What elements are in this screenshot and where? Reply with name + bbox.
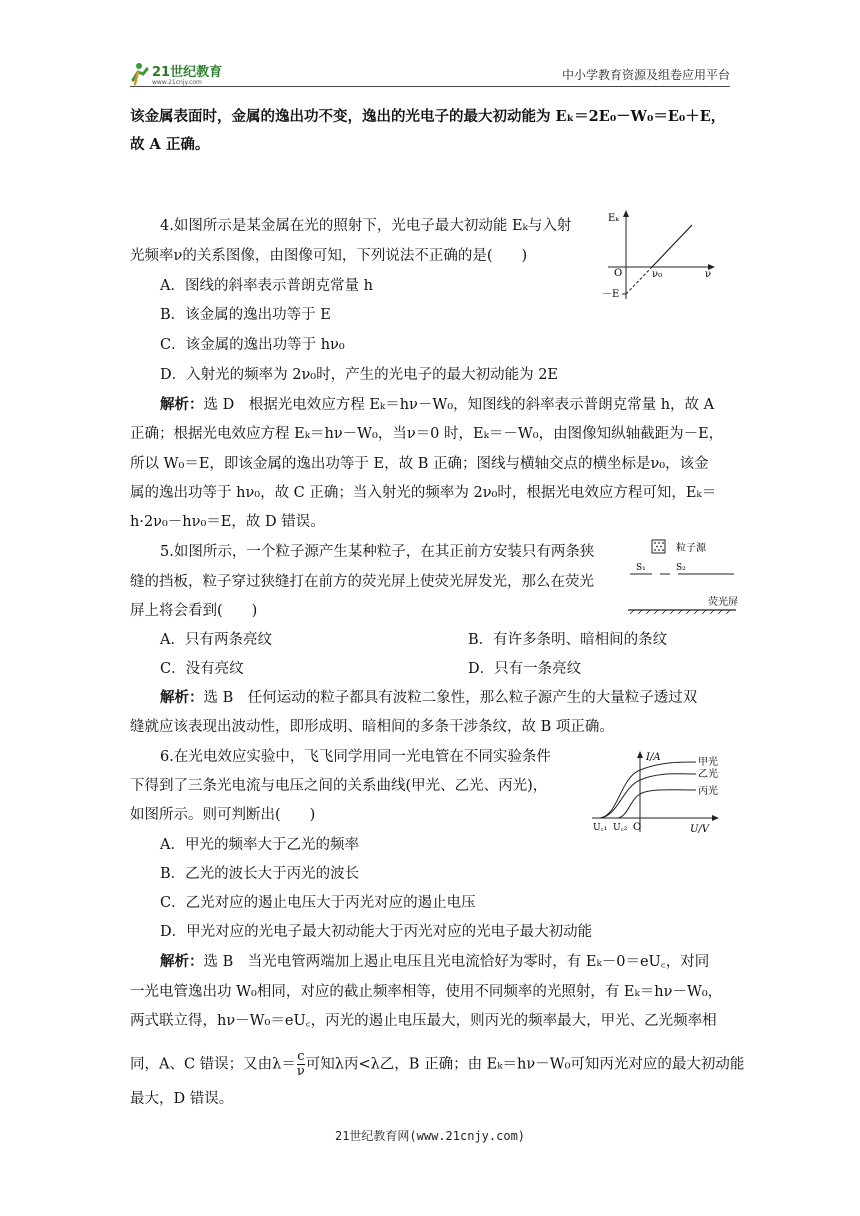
fig5-s1: S₁ (636, 563, 646, 573)
q4-answer-text-1: 选 D 根据光电效应方程 Eₖ＝hν－W₀，知图线的斜率表示普朗克常量 h，故 A (203, 397, 715, 413)
answer-label: 解析： (160, 953, 204, 970)
q6-option-b: B．乙光的波长大于丙光的波长 (160, 866, 360, 882)
q6-stem-3: 如图所示。则可判断出( ) (130, 807, 316, 823)
answer-label: 解析： (160, 396, 204, 413)
fig5-screen-label: 荧光屏 (708, 597, 738, 608)
q4-stem-2: 光频率ν的关系图像，由图像可知，下列说法不正确的是( ) (130, 248, 528, 264)
q6-stem-1: 6.在光电效应实验中，飞飞同学用同一光电管在不同实验条件 (160, 749, 551, 765)
ek-line (652, 225, 692, 267)
q6-answer-text-1: 选 B 当光电管两端加上遏止电压且光电流恰好为零时，有 Eₖ－0＝eU꜀，对同 (203, 954, 710, 970)
header-rule (130, 86, 730, 87)
site-name: 中小学教育资源及组卷应用平台 (561, 68, 730, 82)
logo-runner-icon (130, 60, 222, 86)
q5-option-c: C．没有亮纹 (160, 661, 244, 677)
x-axis-arrow-icon (712, 815, 719, 821)
q5-double-slit-figure (622, 534, 742, 614)
q4-stem-1: 4.如图所示是某金属在光的照射下，光电子最大初动能 Eₖ与入射 (160, 218, 572, 234)
page-footer: 21世纪教育网(www.21cnjy.com) (334, 1129, 526, 1143)
logo-text: 21世纪教育 (152, 65, 222, 80)
intro-line-2: 故 A 正确。 (130, 136, 210, 153)
ek-extension (626, 267, 652, 294)
q5-option-a: A．只有两条亮纹 (160, 632, 272, 648)
fig6-uc1: U꜀₁ (593, 823, 608, 833)
q4-answer-3: 所以 W₀＝E，即该金属的逸出功等于 E，故 B 正确；图线与横轴交点的横坐标是ν₀，该金 (130, 456, 709, 472)
fig4-xlabel: ν (705, 269, 712, 280)
q4-answer-1 (160, 395, 714, 415)
intro-line-1: 该金属表面时，金属的逸出功不变，逸出的光电子的最大初动能为 Eₖ＝2E₀－W₀＝E₀＋E， (130, 108, 726, 125)
particle-source-box (652, 540, 665, 553)
q5-option-b: B．有许多条明、暗相间的条纹 (468, 632, 668, 648)
q6-option-d: D．甲光对应的光电子最大初动能大于丙光对应的光电子最大初动能 (160, 924, 593, 940)
q4-option-d: D．入射光的频率为 2ν₀时，产生的光电子的最大初动能为 2E (160, 367, 559, 383)
y-axis-arrow-icon (623, 210, 629, 217)
fig4-xtick: ν₀ (652, 269, 663, 280)
q6-iv-curves-graph (588, 748, 726, 838)
q6-option-c: C．乙光对应的遏止电压大于丙光对应的遏止电压 (160, 895, 476, 911)
q6-answer-4b: 可知λ丙<λ乙，B 正确；由 Eₖ＝hν－W₀可知丙光对应的最大初动能 (305, 1056, 745, 1073)
q5-stem-2: 缝的挡板，粒子穿过狭缝打在前方的荧光屏上使荧光屏发光，那么在荧光 (130, 574, 594, 590)
fig6-origin: O (633, 822, 642, 833)
q6-answer-2: 一光电管逸出功 W₀相同，对应的截止频率相等，使用不同频率的光照射，有 Eₖ＝hν－W₀， (130, 984, 723, 1000)
q6-answer-3: 两式联立得，hν－W₀＝eU꜀，丙光的遏止电压最大，则丙光的频率最大，甲光、乙光频率相 (130, 1013, 717, 1029)
answer-label: 解析： (160, 689, 204, 706)
fig5-source-label: 粒子源 (676, 543, 706, 554)
q6-answer-5: 最大，D 错误。 (130, 1091, 234, 1107)
q4-answer-5: h·2ν₀－hν₀＝E，故 D 错误。 (130, 514, 325, 530)
fig6-uc2: U꜀₂ (613, 823, 628, 833)
lambda-fraction (297, 1050, 305, 1079)
fig6-curve-jia-label: 甲光 (698, 757, 718, 768)
q5-stem-3: 屏上将会看到( ) (130, 603, 258, 619)
q4-option-a: A．图线的斜率表示普朗克常量 h (160, 278, 373, 294)
q5-option-d: D．只有一条亮纹 (468, 661, 582, 677)
y-axis-arrow-icon (637, 751, 643, 758)
q6-answer-1 (160, 952, 709, 972)
fig6-curve-yi-label: 乙光 (698, 769, 718, 780)
q4-ek-nu-graph (600, 207, 720, 307)
curve-yi (600, 774, 696, 818)
q5-answer-1 (160, 688, 697, 708)
fig4-yneg: －E (602, 289, 620, 300)
logo-subtext: www.21cnjy.com (152, 79, 202, 86)
q4-answer-4: 属的逸出功等于 hν₀，故 C 正确；当入射光的频率为 2ν₀时，根据光电效应方程可知，Eₖ＝ (130, 485, 717, 501)
fig5-s2: S₂ (676, 563, 686, 573)
q4-option-b: B．该金属的逸出功等于 E (160, 307, 331, 323)
q6-answer-4a: 同，A、C 错误；又由λ＝ (130, 1056, 296, 1073)
q6-answer-4 (130, 1050, 744, 1079)
q6-stem-2: 下得到了三条光电流与电压之间的关系曲线(甲光、乙光、丙光)， (130, 778, 548, 794)
q5-stem-1: 5.如图所示，一个粒子源产生某种粒子，在其正前方安装只有两条狭 (160, 544, 595, 560)
q4-answer-2: 正确；根据光电效应方程 Eₖ＝hν－W₀，当ν＝0 时，Eₖ＝－W₀，由图像知纵轴截距为－E， (130, 426, 724, 442)
fig6-curve-bing-label: 丙光 (698, 786, 718, 797)
q5-answer-2: 缝就应该表现出波动性，即形成明、暗相间的多条干涉条纹，故 B 项正确。 (130, 719, 614, 735)
fig4-ylabel: Eₖ (608, 213, 619, 224)
fraction-numerator: c (297, 1049, 305, 1064)
curve-bing (618, 790, 696, 818)
q6-option-a: A．甲光的频率大于乙光的频率 (160, 837, 359, 853)
q4-option-c: C．该金属的逸出功等于 hν₀ (160, 337, 345, 353)
q5-answer-text-1: 选 B 任何运动的粒子都具有波粒二象性，那么粒子源产生的大量粒子透过双 (203, 690, 698, 706)
particle-dots-icon (654, 542, 664, 551)
fraction-denominator: ν (296, 1064, 305, 1079)
fig4-origin: O (614, 268, 623, 279)
fig6-ylabel: I/A (646, 752, 661, 763)
fig6-xlabel: U/V (690, 824, 710, 835)
